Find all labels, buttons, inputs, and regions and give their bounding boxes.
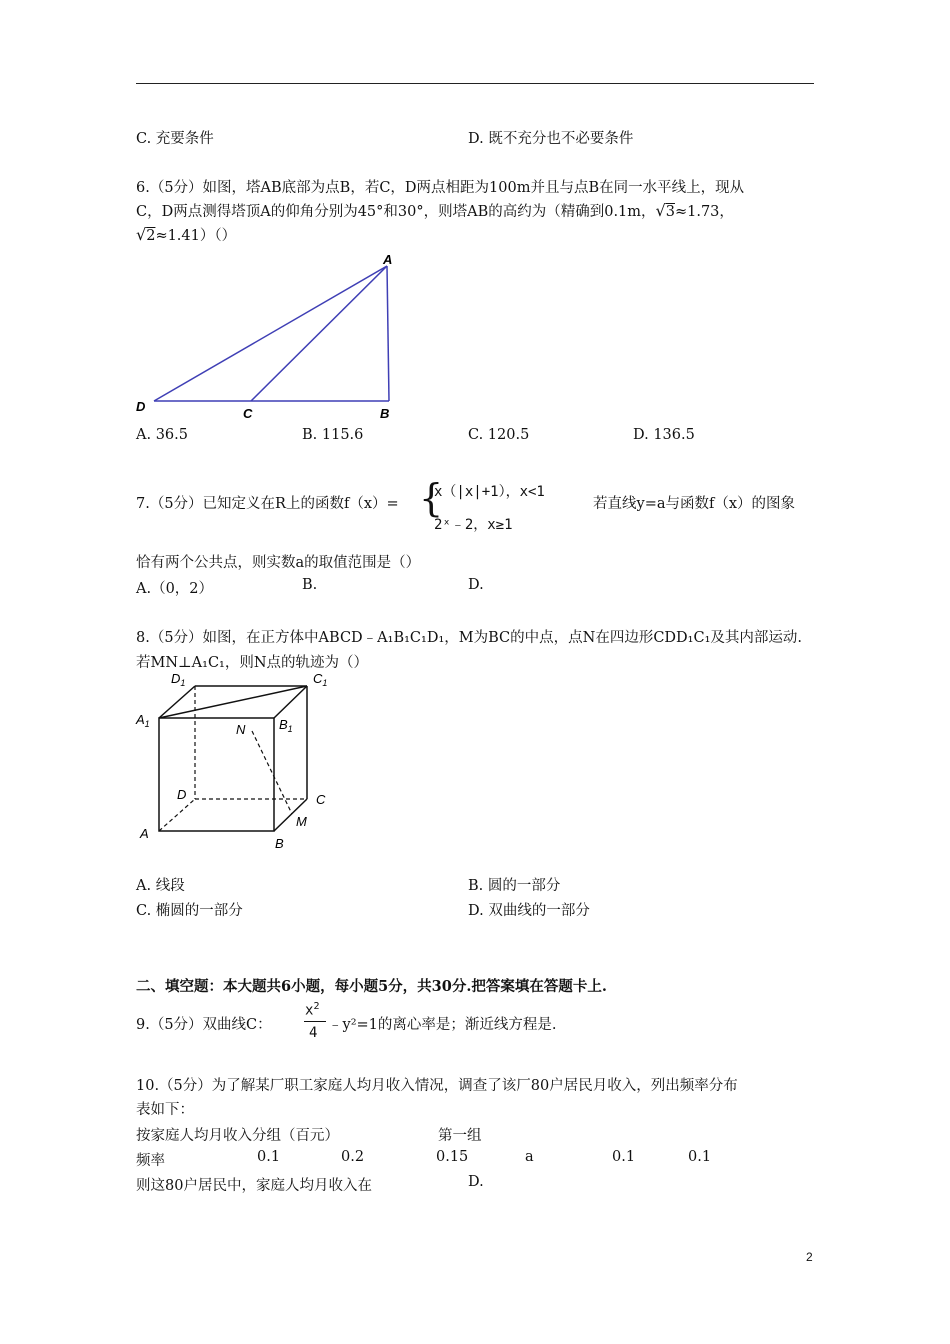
q6-option-c: C. 120.5 <box>468 427 530 443</box>
label-c: C <box>243 406 253 421</box>
q10-freq-3: 0.15 <box>436 1149 469 1165</box>
q10-table-group: 第一组 <box>438 1128 482 1144</box>
q10-freq-1: 0.1 <box>257 1149 281 1165</box>
label-c1: $C_1$ <box>313 671 328 688</box>
q7-option-d: D. <box>468 577 484 593</box>
cube-figure <box>130 668 350 858</box>
q9-numerator <box>305 1001 319 1019</box>
q10-freq-5: 0.1 <box>612 1149 636 1165</box>
q8-option-b: B. 圆的一部分 <box>468 878 561 894</box>
label-d: D <box>177 787 187 802</box>
label-n: N <box>236 722 246 737</box>
page-number: 2 <box>806 1250 813 1264</box>
q6-option-b: B. 115.6 <box>302 427 364 443</box>
diagonal-a1c1 <box>159 686 307 718</box>
q6-option-a: A. 36.5 <box>136 427 188 443</box>
label-c: C <box>316 792 326 807</box>
q7-suffix: 若直线y=a与函数f（x）的图象 <box>593 496 796 512</box>
q6-line3-text: ≈1.41）（） <box>155 228 237 244</box>
line-ab <box>387 266 389 401</box>
label-d1: $D_1$ <box>171 671 186 688</box>
q9-num-x: x <box>305 1002 314 1019</box>
q6-line2-text: C，D两点测得塔顶A的仰角分别为45°和30°，则塔AB的高约为（精确到0.1m， <box>136 204 656 220</box>
q7-case2: 2ˣ﹣2，x≥1 <box>434 517 513 533</box>
q5-option-c: C. 充要条件 <box>136 131 214 147</box>
label-a: A <box>140 826 149 841</box>
q8-option-c: C. 椭圆的一部分 <box>136 903 243 919</box>
q7-line2: 恰有两个公共点，则实数a的取值范围是（） <box>136 555 421 571</box>
label-a1: $A_1$ <box>136 712 150 729</box>
q9-fraction-bar <box>304 1021 326 1022</box>
edge-a1d1 <box>159 686 195 718</box>
q8-line2: 若MN⊥A₁C₁，则N点的轨迹为（） <box>136 655 369 671</box>
q6-line1: 6.（5分）如图，塔AB底部为点B，若C，D两点相距为100m并且与点B在同一水平线上，现从 <box>136 180 745 196</box>
q8-option-d: D. 双曲线的一部分 <box>468 903 590 919</box>
q8-line1: 8.（5分）如图，在正方体中ABCD﹣A₁B₁C₁D₁，M为BC的中点，点N在四边形CDD₁C₁及其内部运动. <box>136 630 802 646</box>
q9-num-exp: 2 <box>313 1001 320 1012</box>
label-b1: $B_1$ <box>279 717 293 734</box>
sqrt2-value: 2 <box>146 228 156 244</box>
label-b: B <box>275 836 284 851</box>
label-b: B <box>380 406 390 421</box>
q10-freq-4: a <box>525 1149 534 1165</box>
label-d: D <box>136 399 146 414</box>
q10-line-last: 则这80户居民中，家庭人均月收入在 <box>136 1178 372 1194</box>
q5-option-d: D. 既不充分也不必要条件 <box>468 131 634 147</box>
q10-table-header: 按家庭人均月收入分组（百元） <box>136 1128 339 1144</box>
q9-prefix: 9.（5分）双曲线C： <box>136 1017 272 1033</box>
section-2-heading: 二、填空题：本大题共6小题，每小题5分，共30分.把答案填在答题卡上. <box>136 978 607 995</box>
q6-option-d: D. 136.5 <box>633 427 695 443</box>
tower-figure <box>130 248 410 426</box>
q10-freq-2: 0.2 <box>341 1149 365 1165</box>
q10-freq-label: 频率 <box>136 1153 165 1169</box>
q7-option-b: B. <box>302 577 318 593</box>
q6-line2: C，D两点测得塔顶A的仰角分别为45°和30°，则塔AB的高约为（精确到0.1m，√3≈1.73， <box>136 201 734 220</box>
cube-front-face <box>159 718 274 831</box>
label-a: A <box>383 252 393 267</box>
sqrt3-value: 3 <box>665 204 675 220</box>
q7-brace: { <box>419 476 444 520</box>
q10-freq-6: 0.1 <box>688 1149 712 1165</box>
q7-case1: x（|x|+1），x<1 <box>434 484 545 500</box>
q10-line1: 10.（5分）为了解某厂职工家庭人均月收入情况，调查了该厂80户居民月收入，列出频率分布 <box>136 1078 738 1094</box>
q10-option-d: D. <box>468 1174 484 1190</box>
q6-line3: √2≈1.41）（） <box>136 225 237 244</box>
edge-b1c1 <box>274 686 307 718</box>
hidden-edge-ad <box>159 799 195 831</box>
q9-denominator: 4 <box>309 1025 318 1041</box>
q7-prefix: 7.（5分）已知定义在R上的函数f（x）= <box>136 496 399 512</box>
q7-option-a: A.（0，2） <box>136 581 214 597</box>
header-rule <box>136 83 814 84</box>
label-m: M <box>296 814 307 829</box>
segment-nm <box>252 731 292 814</box>
q9-suffix: ﹣y²=1的离心率是；渐近线方程是. <box>328 1017 557 1033</box>
q6-line2-tail: ≈1.73， <box>674 204 734 220</box>
q8-option-a: A. 线段 <box>136 878 185 894</box>
q10-line2: 表如下： <box>136 1102 194 1118</box>
